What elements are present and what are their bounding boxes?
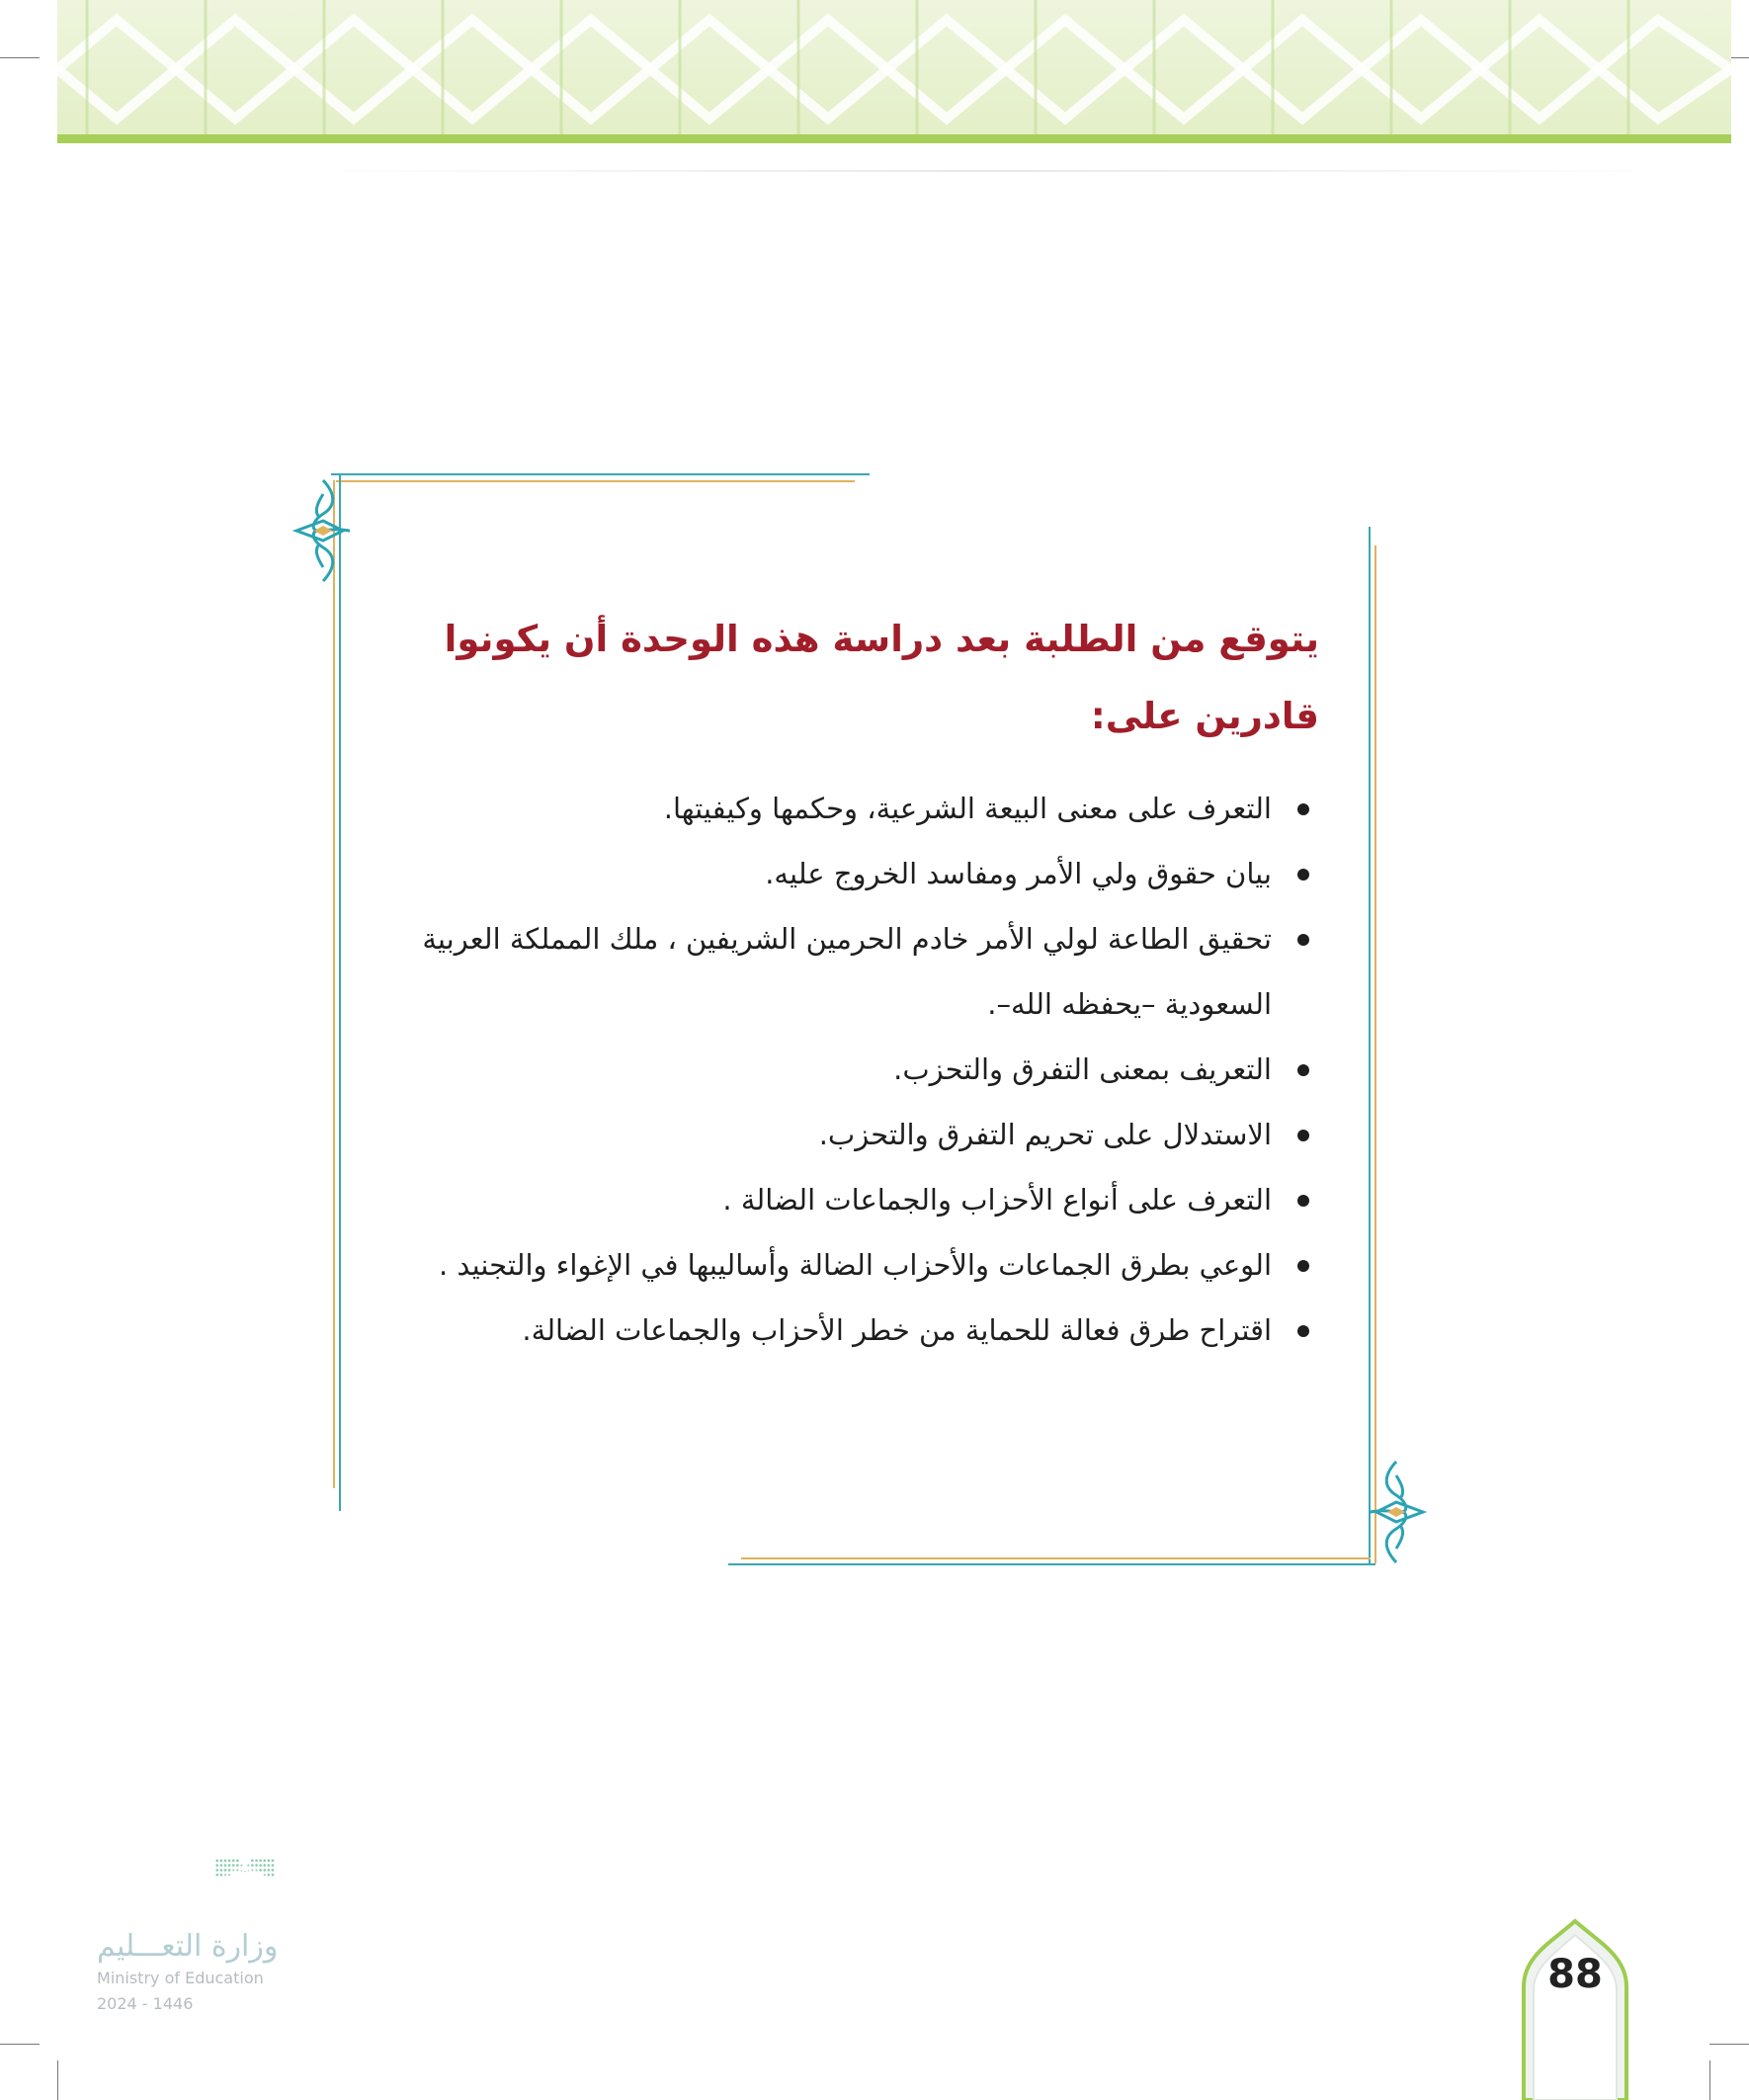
- crop-mark: [1709, 2060, 1710, 2100]
- objective-text: اقتراح طرق فعالة للحماية من خطر الأحزاب والجماعات الضالة.: [522, 1313, 1272, 1347]
- objective-text: التعريف بمعنى التفرق والتحزب.: [893, 1052, 1272, 1086]
- bullet-icon: [1297, 1130, 1309, 1141]
- bullet-icon: [1297, 934, 1309, 946]
- crop-mark: [0, 2044, 40, 2045]
- list-item: [385, 1232, 1309, 1298]
- list-item: [385, 1167, 1309, 1232]
- geometric-pattern: [57, 0, 1731, 143]
- page-number-tab: [1522, 1917, 1628, 2100]
- ministry-name-en: Ministry of Education: [97, 1969, 264, 1987]
- objective-text: بيان حقوق ولي الأمر ومفاسد الخروج عليه.: [765, 857, 1272, 890]
- list-item: [385, 1298, 1309, 1363]
- list-item: [385, 1037, 1309, 1102]
- frame-right-line-gold: [1374, 546, 1376, 1563]
- frame-top-line-gold: [336, 480, 855, 482]
- frame-left-line-gold: [333, 480, 335, 1488]
- frame-left-line-teal: [339, 473, 341, 1511]
- list-item: [385, 776, 1309, 841]
- header-banner: [57, 0, 1731, 143]
- header-shadow-line: [296, 170, 1680, 172]
- crop-mark: [57, 2060, 58, 2100]
- bullet-icon: [1297, 1195, 1309, 1207]
- list-item: [385, 1102, 1309, 1167]
- objective-text: التعرف على أنواع الأحزاب والجماعات الضالة .: [722, 1183, 1272, 1217]
- bullet-icon: [1297, 1325, 1309, 1337]
- ministry-logo-dots: [173, 1858, 351, 1917]
- page-number: 88: [1547, 1952, 1603, 1997]
- objectives-list: [385, 776, 1309, 1363]
- objective-text: تحقيق الطاعة لولي الأمر خادم الحرمين الشريفين ، ملك المملكة العربية السعودية –يحفظه الله–.: [422, 922, 1272, 1021]
- list-item: [385, 906, 1309, 1037]
- frame-bottom-line-gold: [741, 1557, 1371, 1559]
- objective-text: التعرف على معنى البيعة الشرعية، وحكمها وكيفيتها.: [663, 792, 1272, 825]
- bullet-icon: [1297, 803, 1309, 815]
- objectives-heading: يتوقع من الطلبة بعد دراسة هذه الوحدة أن يكونوا قادرين على:: [444, 618, 1319, 737]
- frame-right-line-teal: [1369, 527, 1371, 1564]
- crop-mark: [0, 57, 40, 58]
- ministry-name-ar: وزارة التعـــليم: [97, 1929, 279, 1964]
- corner-ornament-bottom-right: [1362, 1458, 1431, 1566]
- crop-mark: [1709, 2044, 1749, 2045]
- header-rule: [57, 134, 1731, 143]
- frame-bottom-line-teal: [728, 1563, 1375, 1565]
- list-item: [385, 841, 1309, 906]
- ministry-year: 2024 - 1446: [97, 1994, 194, 2013]
- bullet-icon: [1297, 1260, 1309, 1272]
- frame-top-line-teal: [331, 473, 870, 475]
- corner-ornament-top-left: [289, 476, 358, 585]
- objective-text: الوعي بطرق الجماعات والأحزاب الضالة وأساليبها في الإغواء والتجنيد .: [439, 1248, 1272, 1282]
- bullet-icon: [1297, 1064, 1309, 1076]
- bullet-icon: [1297, 869, 1309, 881]
- objective-text: الاستدلال على تحريم التفرق والتحزب.: [818, 1118, 1272, 1151]
